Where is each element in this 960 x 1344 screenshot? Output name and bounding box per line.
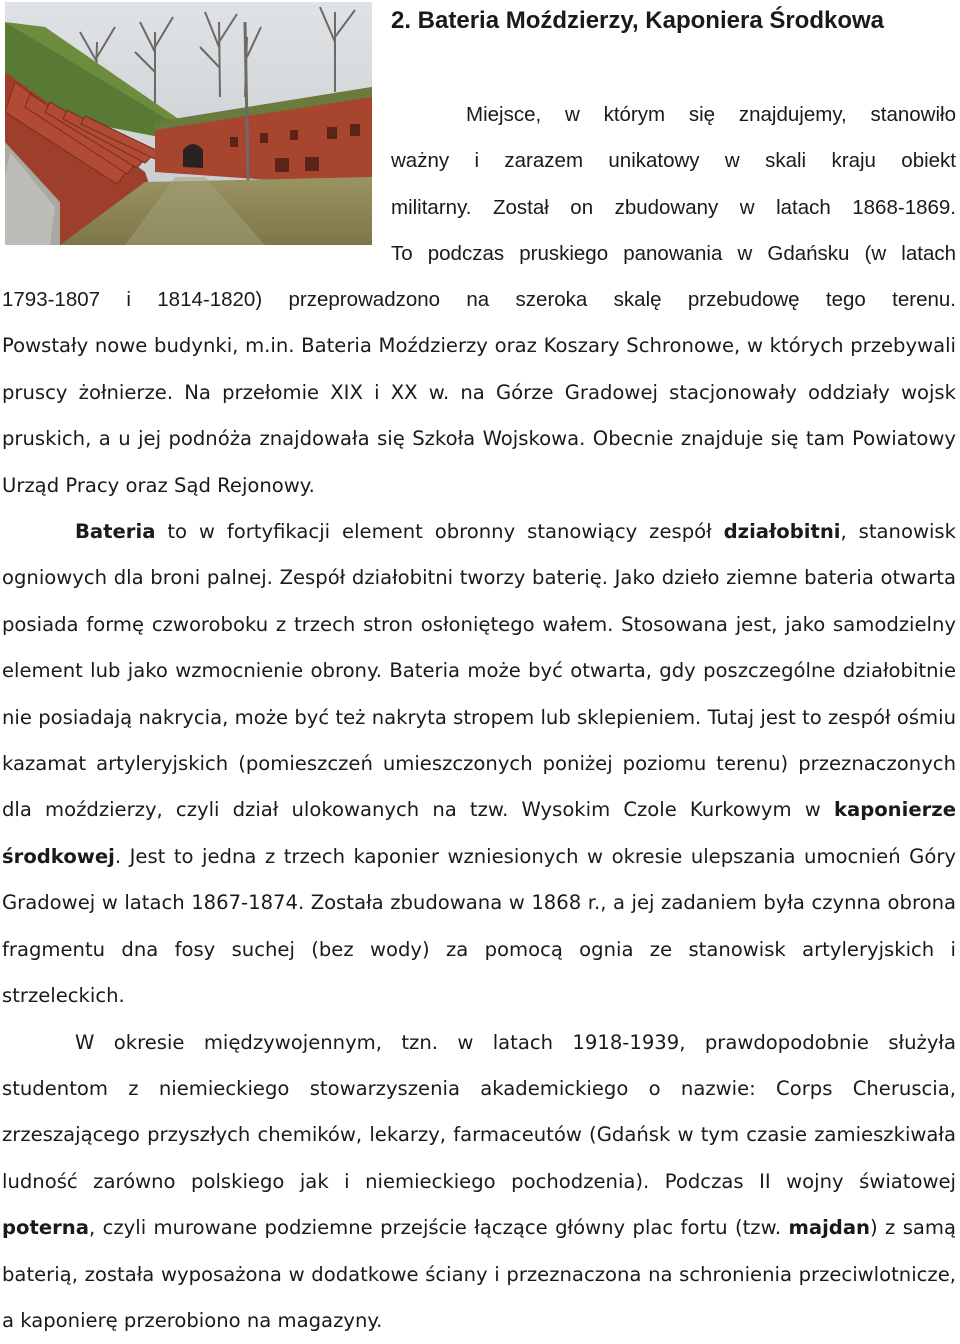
intro-line-4: To podczas pruskiego panowania w Gdańsku (w latach (391, 231, 956, 277)
paragraph-3-text-3: ) z samą baterią, została wyposażona w dodatkowe ściany i przeznaczona na schronienia przeciwlotnicze, a kaponierę przerobiono na magazyny. (2, 1216, 956, 1332)
term-majdan: majdan (788, 1216, 870, 1239)
intro-line-2: ważny i zarazem unikatowy w skali kraju obiekt (391, 138, 956, 184)
term-bateria: Bateria (75, 520, 155, 543)
term-kaponiera: kaponierze środkowej (2, 798, 956, 867)
paragraph-2-text-2: , stanowisk ogniowych dla broni palnej. Zespół działobitni tworzy baterię. Jako dzieło ziemne bateria otwarta posiada formę czworoboku z trzech stron osłoniętego wałem. Stosowana jest, jako samodzielny element lub jako wzmocnienie obrony. Bateria może być otwarta, gdy poszczególne działobitnie nie posiadają nakrycia, może być też nakryta stropem lub sklepieniem. Tutaj jest to zespół ośmiu kazamat artyleryjskich (pomieszczeń umieszczonych poniżej poziomu terenu) przeznaczonych dla moździerzy, czyli dział ulokowanych na tzw. Wysokim Czole Kurkowym w (2, 520, 956, 821)
paragraph-2-text-1: to w fortyfikacji element obronny stanowiący zespół (155, 520, 723, 543)
paragraph-2 (2, 509, 956, 1019)
paragraph-3 (2, 1020, 956, 1344)
article-body (2, 277, 956, 1344)
paragraph-2-text-3: . Jest to jedna z trzech kaponier wzniesionych w okresie ulepszania umocnień Góry Gradowej w latach 1867-1874. Została zbudowana w 1868 r., a jej zadaniem była czynna obrona fragmentu dna fosy suchej (bez wody) za pomocą ognia ze stanowisk artyleryjskich i strzeleckich. (2, 845, 956, 1007)
fort-photo (5, 2, 372, 245)
term-dzialobitni: działobitni (724, 520, 841, 543)
paragraph-1: Powstały nowe budynki, m.in. Bateria Moździerzy oraz Koszary Schronowe, w których przebywali pruscy żołnierze. Na przełomie XIX i XX w. na Górze Gradowej stacjonowały oddziały wojsk pruskich, a u jej podnóża znajdowała się Szkoła Wojskowa. Obecnie znajduje się tam Powiatowy Urząd Pracy oraz Sąd Rejonowy. (2, 323, 956, 509)
fort-photo-icon (5, 2, 372, 245)
section-heading: 2. Bateria Moździerzy, Kaponiera Środkowa (391, 0, 956, 41)
intro-line-3: militarny. Został on zbudowany w latach 1868-1869. (391, 185, 956, 231)
paragraph-3-text-2: , czyli murowane podziemne przejście łączące główny plac fortu (tzw. (89, 1216, 788, 1239)
intro-line-1: Miejsce, w którym się znajdujemy, stanowiło (391, 92, 956, 138)
paragraph-3-text-1: W okresie międzywojennym, tzn. w latach 1918-1939, prawdopodobnie służyła studentom z niemieckiego stowarzyszenia akademickiego o nazwie: Corps Cheruscia, zrzeszającego przyszłych chemików, lekarzy, farmaceutów (Gdańsk w tym czasie zamieszkiwała ludność zarówno polskiego jak i niemieckiego pochodzenia). Podczas II wojny światowej (2, 1031, 956, 1193)
term-poterna: poterna (2, 1216, 89, 1239)
paragraph-1-line: 1793-1807 i 1814-1820) przeprowadzono na szeroka skalę przebudowę tego terenu. (2, 277, 956, 323)
